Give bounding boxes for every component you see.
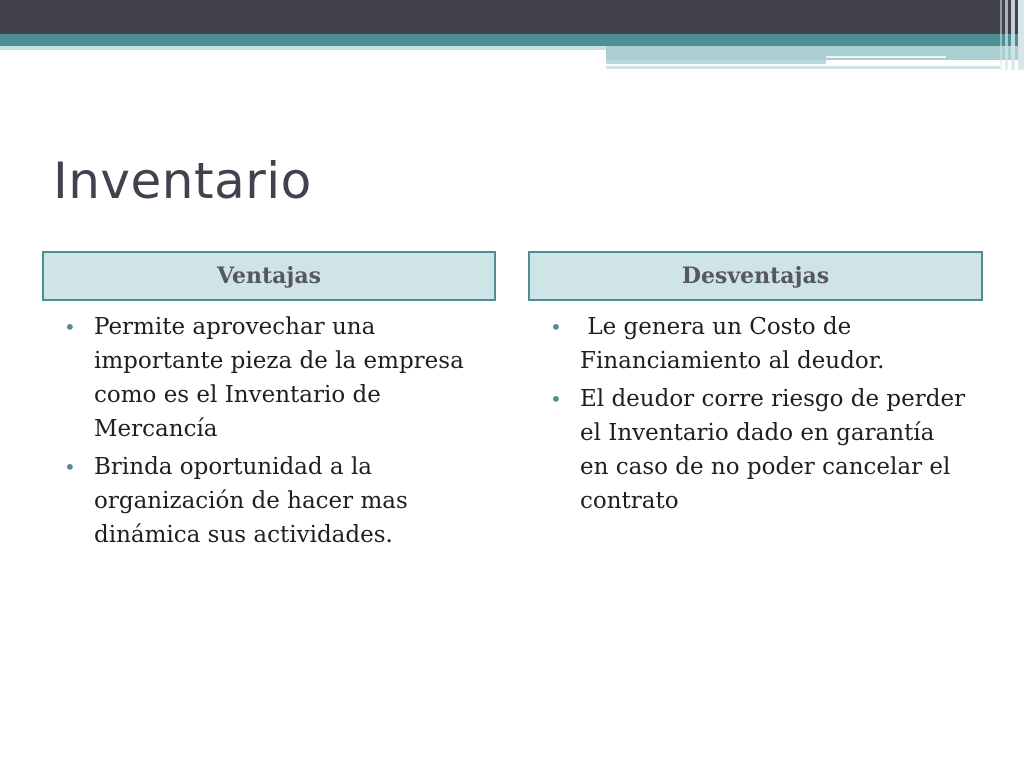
list-item	[62, 310, 492, 446]
slide-title: Inventario	[53, 152, 312, 210]
list-item-text: El deudor corre riesgo de perder el Inventario dado en garantía en caso de no poder cancelar el contrato	[580, 386, 966, 514]
list-item	[548, 310, 968, 378]
corner-stripes	[994, 0, 1024, 70]
column-header-ventajas: Ventajas	[42, 251, 496, 301]
bullet-icon: •	[64, 455, 76, 479]
corner-stripe	[1005, 0, 1008, 70]
top-thin-bar-a	[606, 60, 826, 64]
list-item-text: Brinda oportunidad a la organización de hacer mas dinámica sus actividades.	[94, 454, 408, 548]
list-item	[62, 450, 492, 552]
ventajas-list	[62, 310, 492, 556]
corner-stripe	[1011, 0, 1015, 70]
bullet-icon: •	[550, 387, 562, 411]
list-item	[548, 382, 968, 518]
top-teal-bar	[0, 34, 1024, 46]
list-item-text: Le genera un Costo de Financiamiento al deudor.	[580, 314, 885, 374]
list-item-text: Permite aprovechar una importante pieza de la empresa como es el Inventario de Mercancía	[94, 314, 464, 442]
top-light-bar-left	[0, 46, 606, 50]
top-thin-bar-c	[826, 56, 946, 58]
corner-stripe	[1018, 0, 1024, 70]
desventajas-list	[548, 310, 968, 522]
top-dark-bar	[0, 0, 1024, 34]
bullet-icon: •	[64, 315, 76, 339]
corner-stripe	[1000, 0, 1002, 70]
top-light-bar-right	[606, 46, 1024, 60]
column-header-desventajas: Desventajas	[528, 251, 983, 301]
top-thin-bar-b	[606, 66, 1000, 69]
bullet-icon: •	[550, 315, 562, 339]
